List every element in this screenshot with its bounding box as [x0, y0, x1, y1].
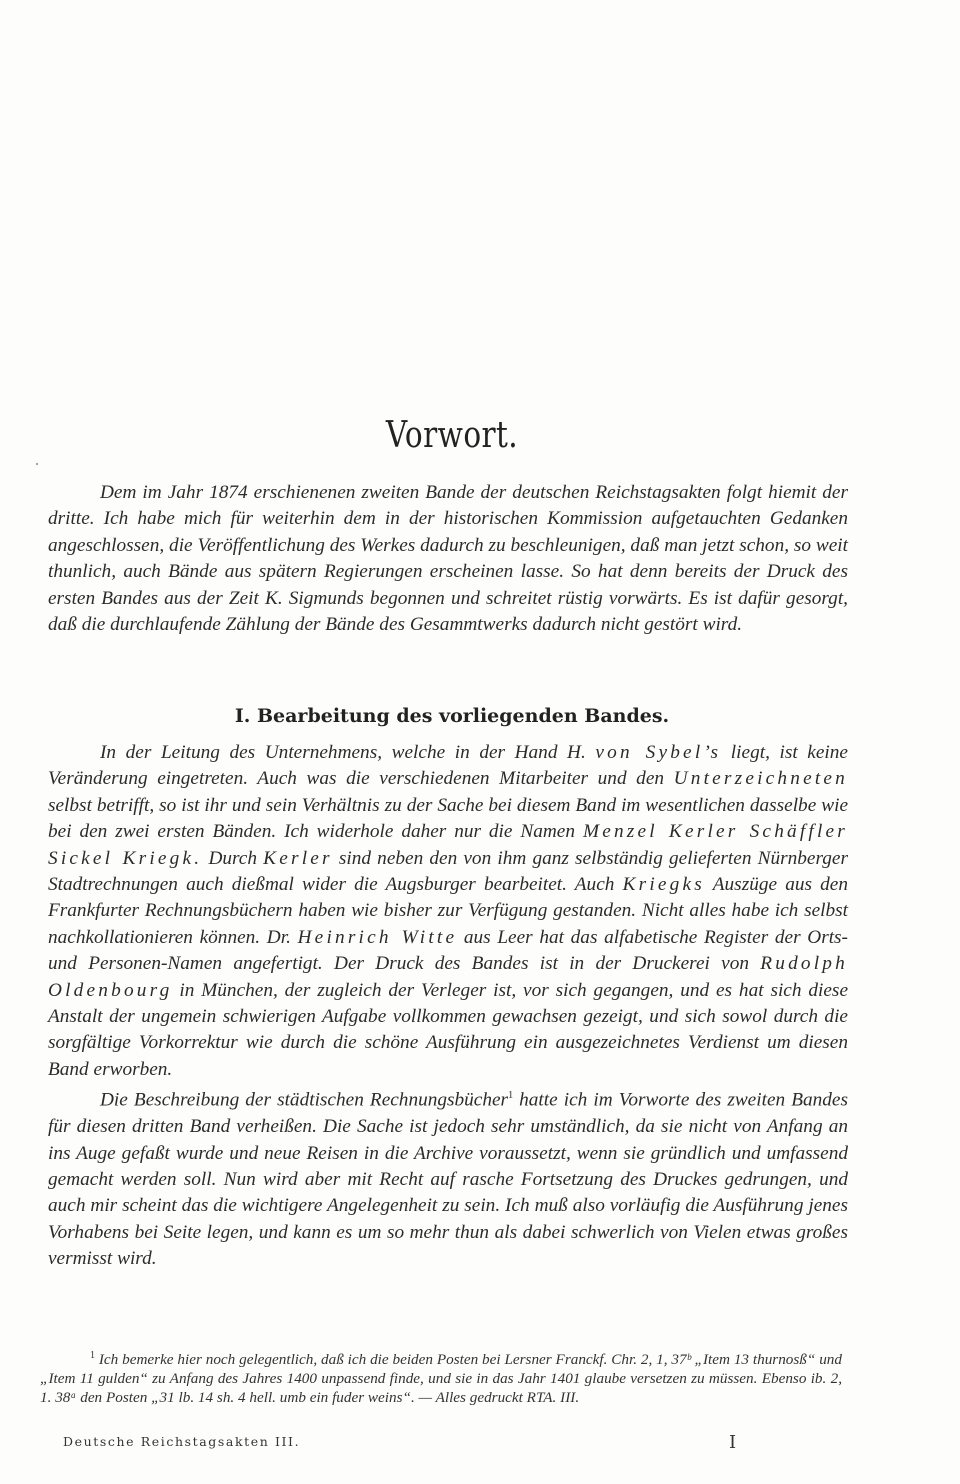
name-oldenbourg: Rudolph Oldenbourg [48, 953, 848, 1001]
name-kerler: Kerler [263, 847, 333, 869]
section-paragraph-1 [48, 740, 848, 1083]
margin-speck [36, 463, 38, 465]
text-run: liegt, ist keine Veränderung eingetreten. Auch was die verschiedenen Mitarbeiter und den [48, 742, 848, 790]
name-witte: Heinrich Witte [297, 926, 458, 948]
section-paragraph-2 [48, 1083, 848, 1272]
intro-body [48, 480, 848, 638]
page-number: I [729, 1432, 737, 1453]
text-run: in München, der zugleich der Verleger ist, vor sich gegangen, und es hat sich diese Anstalt der ungemein schwierigen Aufgabe vollkommen gewachsen gezeigt, und sich sowol durch die sorgfältige Vorkorrektur wie durch die schöne Ausführung ein ausgezeichnetes Verdienst um diesen Band erworben. [48, 979, 848, 1080]
text-run: sind neben den von ihm ganz selbständig gelieferten Nürnberger Stadtrechnungen auch dießmal wider die Augsburger bearbeitet. Auch [48, 847, 848, 896]
printer-signature: Deutsche Reichstagsakten III. [63, 1434, 301, 1449]
name-sybel: von Sybel’s [595, 742, 722, 763]
footnote-body: Ich bemerke hier noch gelegentlich, daß ich die beiden Posten bei Lersner Franckf. Chr. 2, 1, 37ᵇ „Item 13 thurnosß“ und „Item 11 gulden“ zu Anfang des Jahres 1400 unpassend finde, und sie in das Jahr 1401 glaube versetzen zu müssen. Ebenso ib. 2, 1. 38ᵃ den Posten „31 lb. 14 sh. 4 hell. umb ein fuder weins“. — Alles gedruckt RTA. III. [40, 1351, 842, 1407]
text-run: selbst betrifft, so ist ihr und sein Verhältnis zu der Sache bei diesem Band im wesentlichen dasselbe wie bei den zwei ersten Bänden. Ich widerhole daher nur die Namen [48, 794, 848, 843]
section-body [48, 740, 848, 1273]
section-heading: I. Bearbeitung des vorliegenden Bandes. [234, 705, 670, 727]
names-list: Menzel Kerler Schäffler Sickel Kriegk. [48, 821, 849, 869]
intro-paragraph: Dem im Jahr 1874 erschienenen zweiten Bande der deutschen Reichstagsakten folgt hiemit der dritte. Ich habe mich für weiterhin dem in der historischen Kommission aufgetauchten Gedanken angeschlossen, die Veröffentlichung des Werkes dadurch zu beschleunigen, daß man jetzt schon, so weit thunlich, auch Bände aus spätern Regierungen erscheinen lasse. So hat denn bereits der Druck des ersten Bandes aus der Zeit K. Sigmunds begonnen und schreitet rüstig vorwärts. Es ist dafür gesorgt, daß die durchlaufende Zählung der Bände des Gesammtwerks dadurch nicht gestört wird. [48, 482, 848, 636]
text-run: aus Leer hat das alfabetische Register der Orts- und Personen-Namen angefertigt. Der Druck des Bandes ist in der Druckerei von [48, 926, 848, 975]
text-run: Auszüge aus den Frankfurter Rechnungsbüchern haben wie bisher zur Verfügung gestanden. Nicht alles habe ich selbst nachkollationieren können. Dr. [48, 874, 848, 948]
name-kriegks: Kriegks [622, 874, 705, 896]
text-run: Durch [202, 847, 264, 869]
text-run: In der Leitung des Unternehmens, welche in der Hand H. [100, 742, 596, 763]
footnote-text [40, 1346, 842, 1408]
text-run: Die Beschreibung der städtischen Rechnungsbücher [100, 1089, 509, 1111]
footnote [40, 1346, 842, 1408]
footnote-mark: 1 [90, 1350, 95, 1361]
footnote-reference[interactable]: 1 [508, 1090, 514, 1102]
name-unterzeichneten: Unterzeichneten [673, 768, 848, 790]
page-title: Vorwort. [385, 415, 519, 456]
text-run: hatte ich im Vorworte des zweiten Bandes für diesen dritten Band verheißen. Die Sache ist jedoch sehr umständlich, da sie nicht von Anfang an ins Auge gefaßt wurde und neue Reisen in die Archive voraussetzt, wenn sie gründlich und umfassend gemacht werden soll. Nun wird aber mit Recht auf rasche Fortsetzung des Druckes gedrungen, und auch mir scheint das die wichtigere Angelegenheit zu sein. Ich muß also vorläufig die Ausführung jenes Vorhabens bei Seite legen, und kann es um so mehr thun als dabei schwerlich von Vielen etwas großes vermisst wird. [48, 1089, 848, 1270]
